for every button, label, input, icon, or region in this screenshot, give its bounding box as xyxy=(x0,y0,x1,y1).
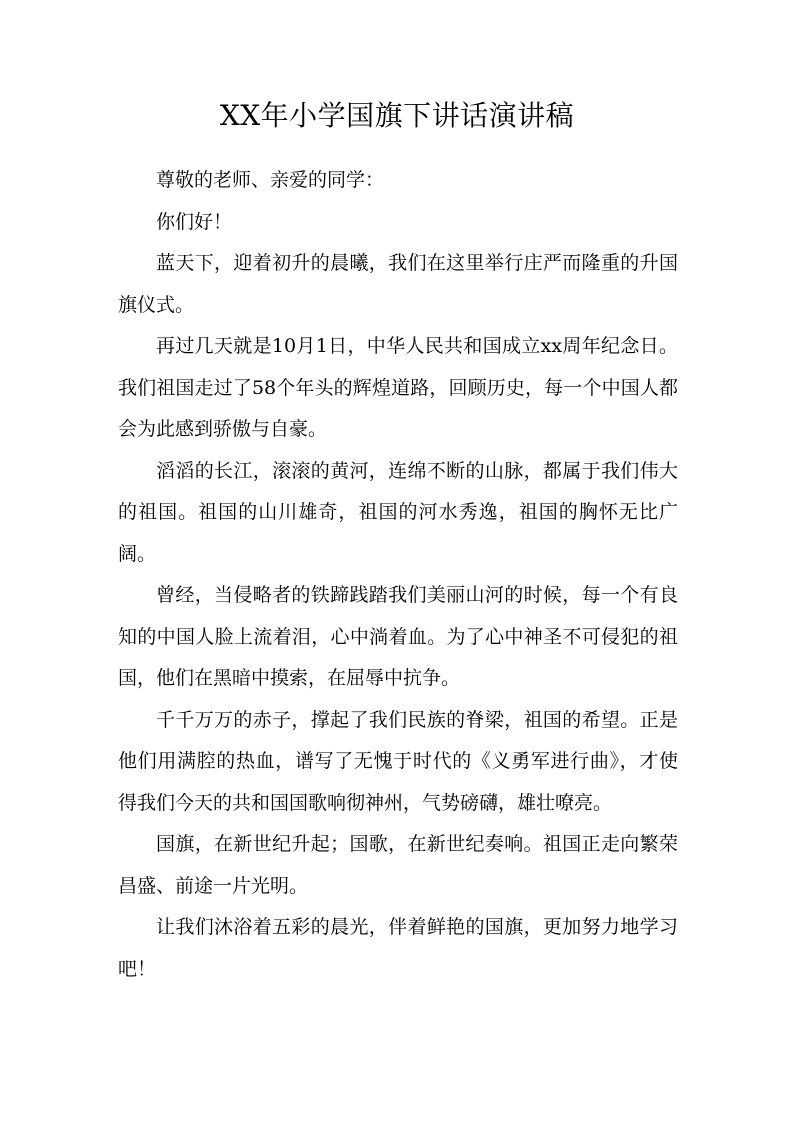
document-title: XX年小学国旗下讲话演讲稿 xyxy=(219,99,575,132)
document-body xyxy=(118,160,678,990)
paragraph-4: 曾经，当侵略者的铁蹄践踏我们美丽山河的时候，每一个有良知的中国人脸上流着泪，心中淌着血。为了心中神圣不可侵犯的祖国，他们在黑暗中摸索，在屈辱中抗争。 xyxy=(118,584,678,689)
paragraph-1: 蓝天下，迎着初升的晨曦，我们在这里举行庄严而隆重的升国旗仪式。 xyxy=(118,252,678,316)
paragraph-greeting: 尊敬的老师、亲爱的同学： xyxy=(156,169,385,191)
paragraph-6: 国旗，在新世纪升起；国歌，在新世纪奏响。祖国正走向繁荣昌盛、前途一片光明。 xyxy=(118,833,678,897)
paragraph-hello: 你们好！ xyxy=(156,210,233,233)
paragraph-7: 让我们沐浴着五彩的晨光，伴着鲜艳的国旗，更加努力地学习吧！ xyxy=(118,916,678,980)
paragraph-2: 再过几天就是10月1日，中华人民共和国成立xx周年纪念日。我们祖国走过了58个年头的辉煌道路，回顾历史，每一个中国人都会为此感到骄傲与自豪。 xyxy=(118,335,678,440)
paragraph-5: 千千万万的赤子，撑起了我们民族的脊梁，祖国的希望。正是他们用满腔的热血，谱写了无愧于时代的《义勇军进行曲》，才使得我们今天的共和国国歌响彻神州，气势磅礴，雄壮嘹亮。 xyxy=(118,708,678,814)
paragraph-3: 滔滔的长江，滚滚的黄河，连绵不断的山脉，都属于我们伟大的祖国。祖国的山川雄奇，祖国的河水秀逸，祖国的胸怀无比广阔。 xyxy=(118,459,678,565)
